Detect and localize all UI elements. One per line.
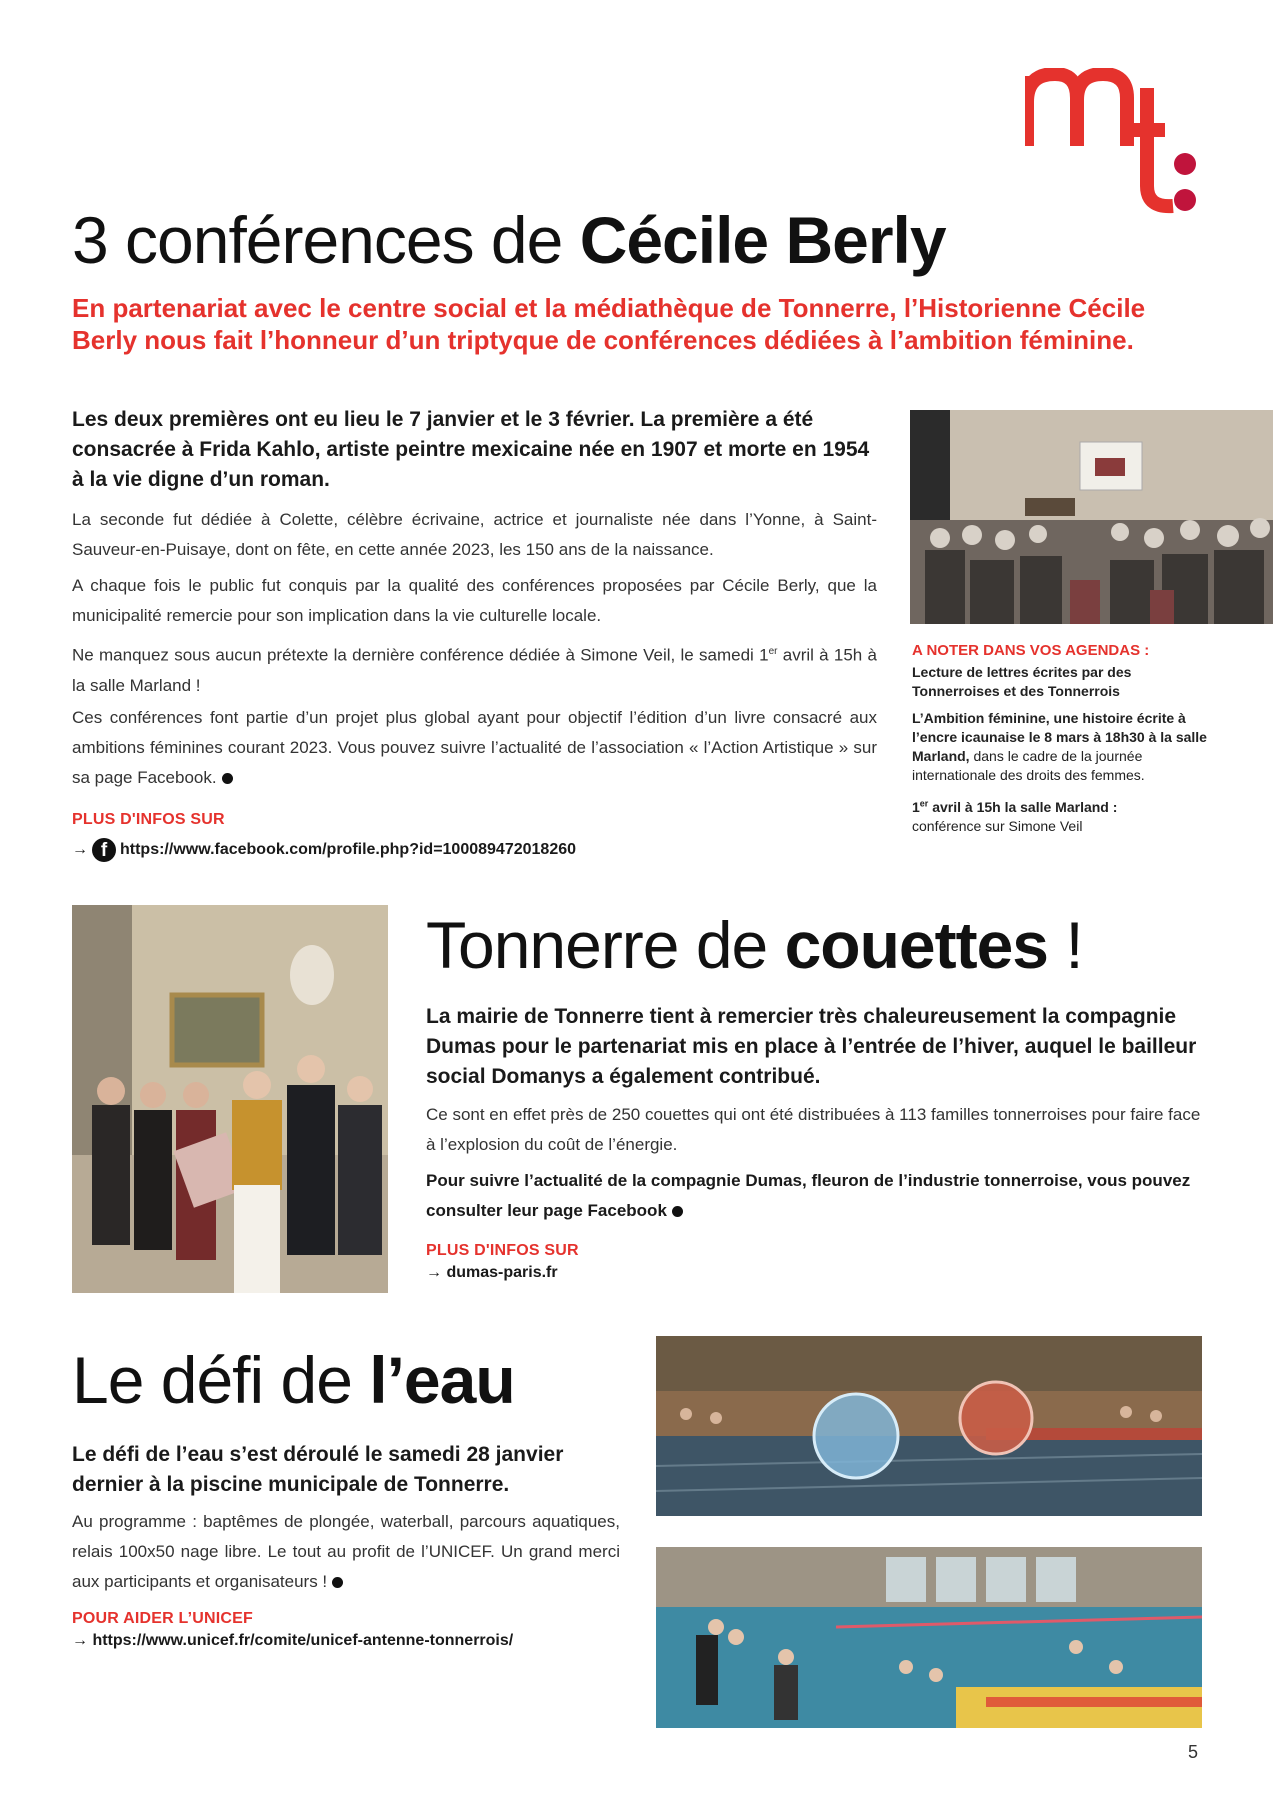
aside-item: L’Ambition féminine, une histoire écrite à l’encre icaunaise le 8 mars à 18h30 à la salle Marland, dans le cadre de la journée internationale des droits des femmes. (912, 710, 1207, 783)
eau-paragraph: Au programme : baptêmes de plongée, waterball, parcours aquatiques, relais 100x50 nage libre. Le tout au profit de l’UNICEF. Un grand merci aux participants et organisateurs ! (72, 1512, 620, 1591)
end-dot (672, 1206, 683, 1217)
facebook-link[interactable]: → f https://www.facebook.com/profile.php?id=100089472018260 (72, 840, 577, 861)
end-dot (332, 1577, 343, 1588)
dumas-team-photo (72, 905, 388, 1293)
arrow-icon: → (72, 841, 88, 859)
couettes-paragraph: Ce sont en effet près de 250 couettes qui ont été distribuées à 113 familles tonnerroises pour faire face à l’explosion du coût de l’énergie. (426, 1105, 1201, 1154)
facebook-icon: f (92, 838, 116, 862)
couettes-title: Tonnerre de couettes ! (426, 908, 1083, 982)
conferences-intro: Les deux premières ont eu lieu le 7 janvier et le 3 février. La première a été consacrée à Frida Kahlo, artiste peintre mexicaine née en 1907 et morte en 1954 à la vie digne d’un roman. (72, 408, 870, 491)
conferences-paragraph: La seconde fut dédiée à Colette, célèbre écrivaine, actrice et journaliste née dans l’Yonne, à Saint-Sauveur-en-Puisaye, dont on fête, en cette année 2023, les 150 ans de la naissance. (72, 510, 877, 559)
conferences-paragraph: Ne manquez sous aucun prétexte la dernière conférence dédiée à Simone Veil, le samedi 1er avril à 15h à la salle Marland ! (72, 645, 877, 695)
couettes-intro: La mairie de Tonnerre tient à remercier très chaleureusement la compagnie Dumas pour le partenariat mis en place à l’entrée de l’hiver, auquel le bailleur social Domanys a également contribué. (426, 1005, 1197, 1088)
page-number: 5 (1188, 1742, 1199, 1762)
arrow-icon: → (72, 1632, 88, 1649)
conferences-title: 3 conférences de Cécile Berly (72, 203, 946, 277)
conferences-lead: En partenariat avec le centre social et la médiathèque de Tonnerre, l’Historienne Cécile Berly nous fait l’honneur d’un triptyque de conférences dédiées à l’ambition féminine. (72, 293, 1146, 355)
conferences-paragraph: Ces conférences font partie d’un projet plus global ayant pour objectif l’édition d’un livre consacré aux ambitions féminines courant 2023. Vous pouvez suivre l’actualité de l’association « l’Action Artistique » sur sa page Facebook. (72, 708, 877, 787)
mt-logo (1025, 68, 1200, 218)
aside-item: Lecture de lettres écrites par des Tonnerroises et des Tonnerrois (912, 664, 1132, 699)
unicef-link[interactable]: → https://www.unicef.fr/comite/unicef-antenne-tonnerrois/ (72, 1632, 514, 1649)
infos-label: POUR AIDER L’UNICEF (72, 1610, 253, 1627)
infos-label: PLUS D'INFOS SUR (72, 811, 225, 828)
end-dot (222, 773, 233, 784)
eau-title: Le défi de l’eau (72, 1343, 515, 1417)
pool-waterball-photo (656, 1336, 1202, 1516)
pool-activities-photo (656, 1547, 1202, 1728)
infos-label: PLUS D'INFOS SUR (426, 1242, 579, 1259)
conferences-paragraph: A chaque fois le public fut conquis par la qualité des conférences proposées par Cécile Berly, que la municipalité remercie pour son implication dans la vie culturelle locale. (72, 576, 877, 625)
couettes-paragraph: Pour suivre l’actualité de la compagnie Dumas, fleuron de l’industrie tonnerroise, vous pouvez consulter leur page Facebook (426, 1171, 1191, 1220)
arrow-icon: → (426, 1264, 442, 1281)
dumas-link[interactable]: → dumas-paris.fr (426, 1264, 558, 1281)
eau-intro: Le défi de l’eau s’est déroulé le samedi 28 janvier dernier à la piscine municipale de Tonnerre. (72, 1443, 564, 1496)
aside-item: 1er avril à 15h la salle Marland : conférence sur Simone Veil (912, 798, 1118, 834)
aside-title: A NOTER DANS VOS AGENDAS : (912, 642, 1150, 659)
conference-photo (910, 410, 1273, 624)
